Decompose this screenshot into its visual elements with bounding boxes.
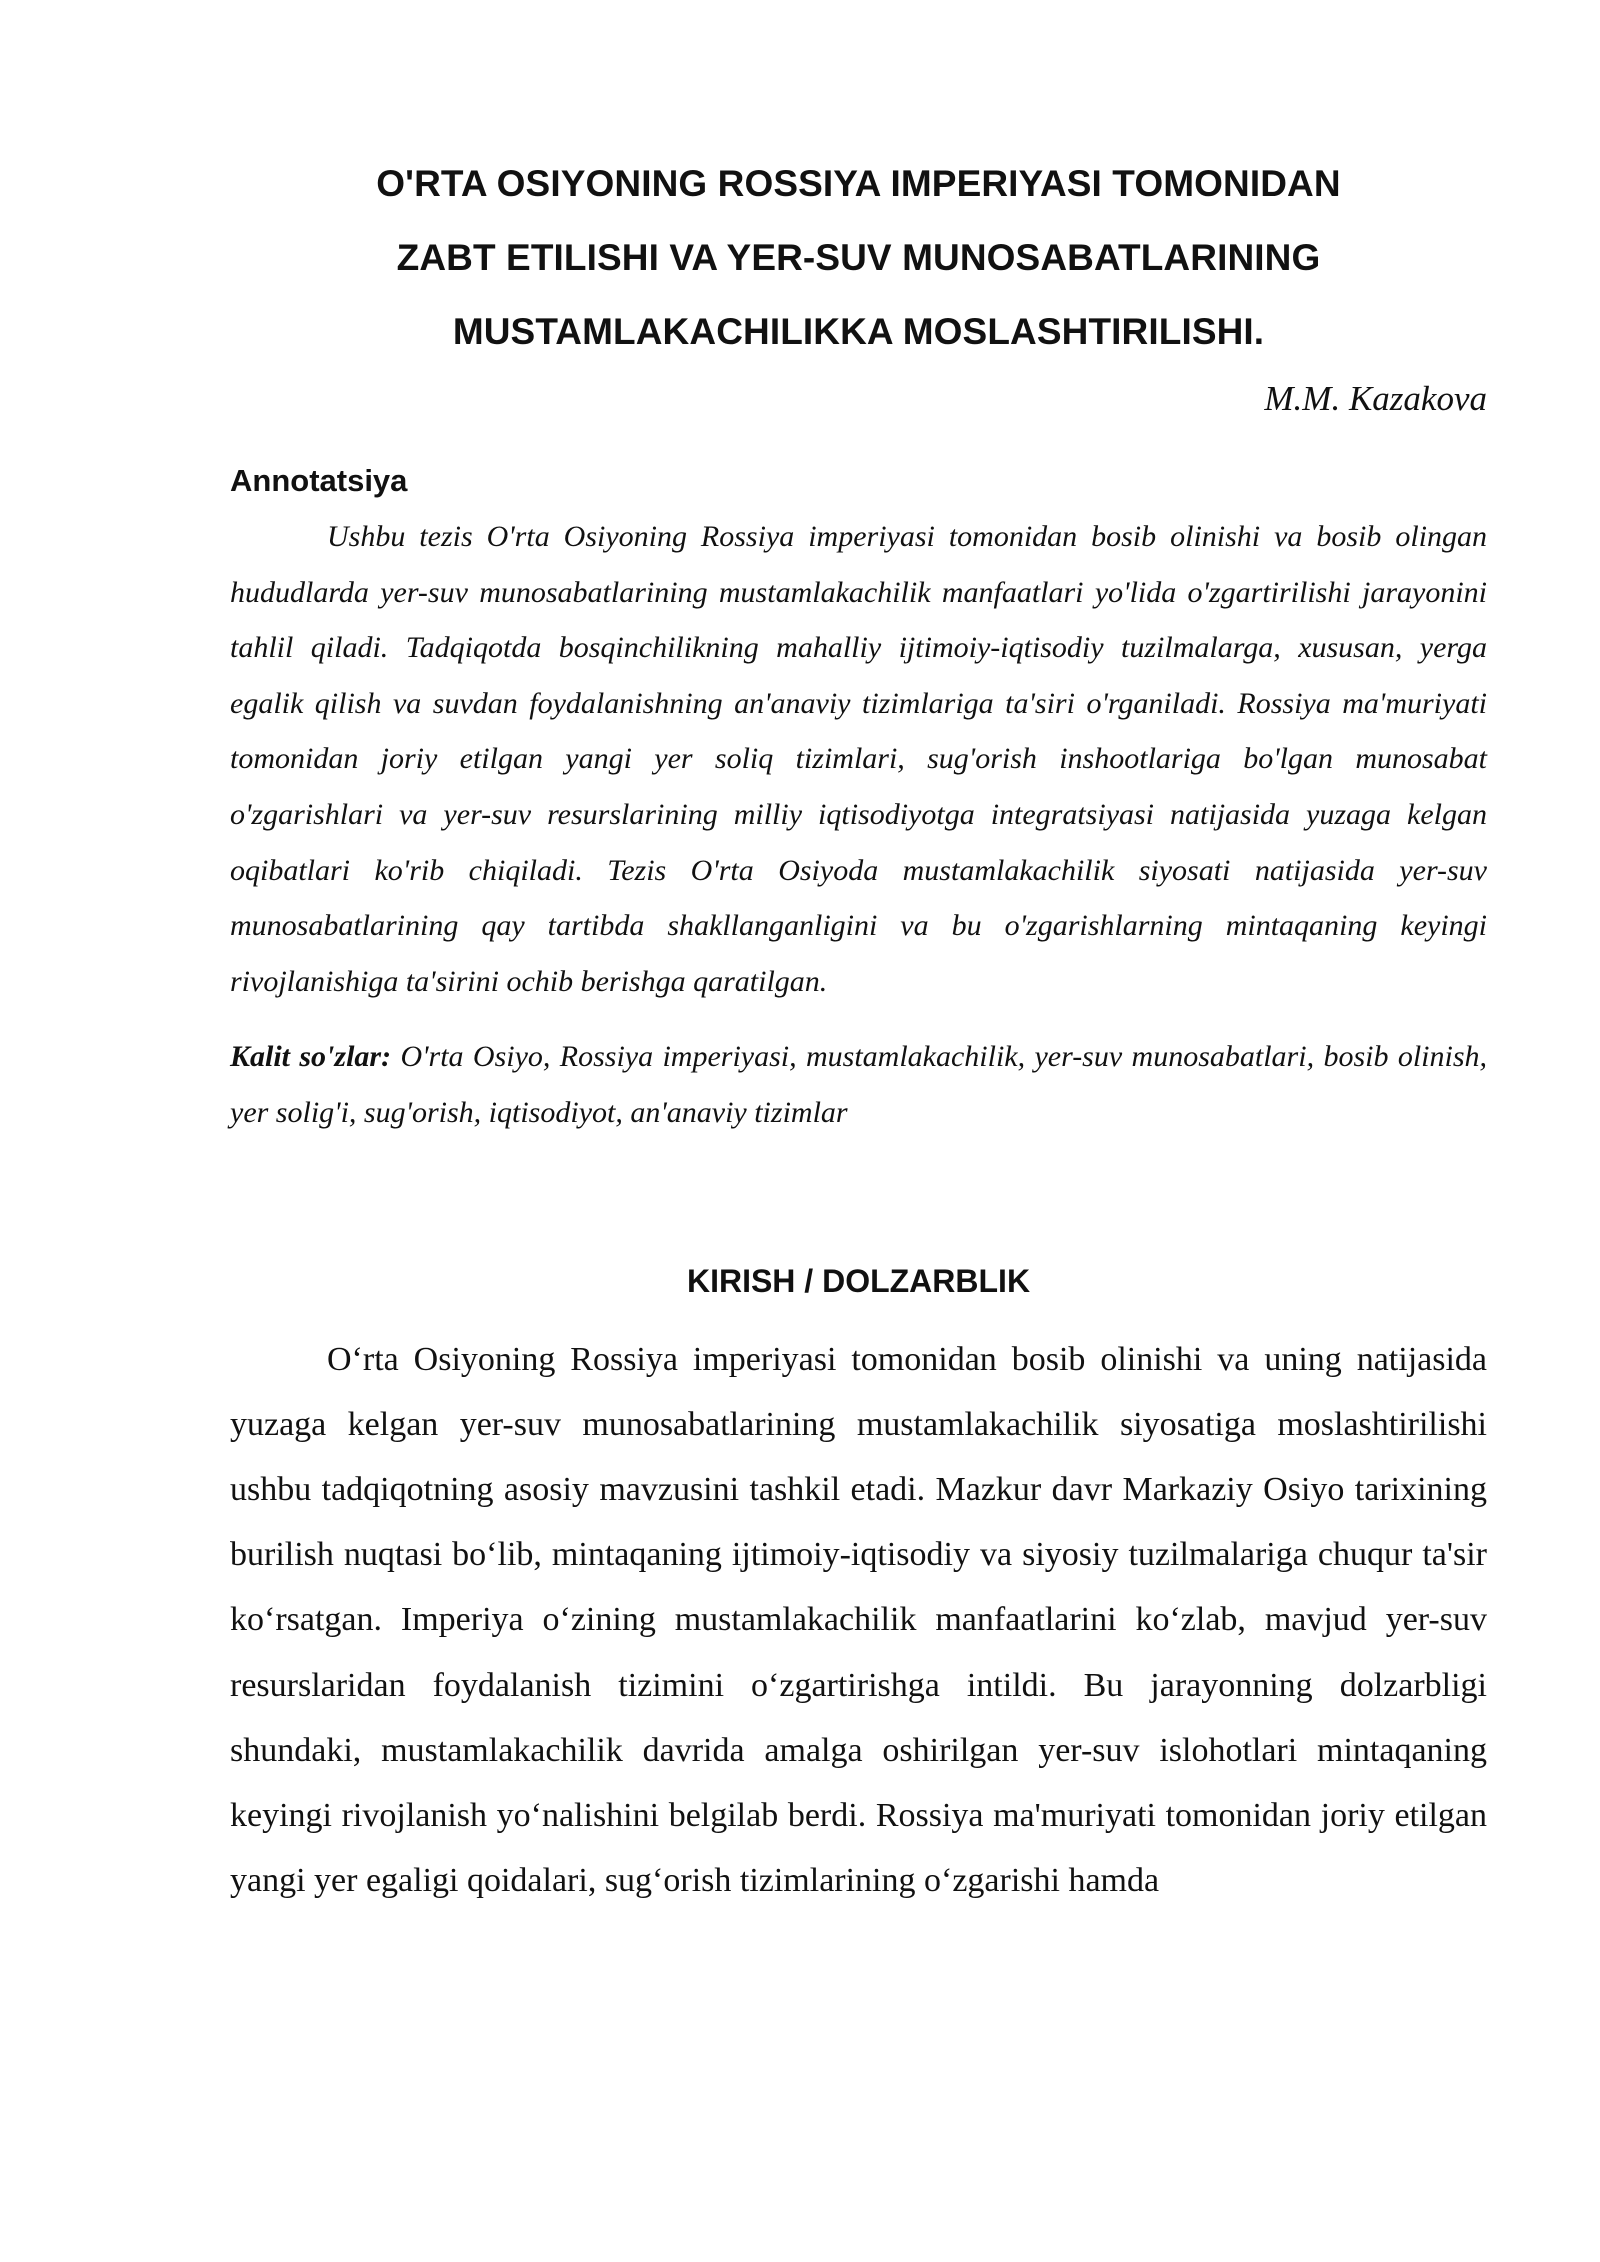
abstract-heading: Annotatsiya (230, 463, 408, 498)
title-line: ZABT ETILISHI VA YER-SUV MUNOSABATLARINING (396, 237, 1321, 278)
paper-title (230, 147, 1487, 369)
keywords-label: Kalit so'zlar: (230, 1040, 392, 1074)
author-name: M.M. Kazakova (1264, 379, 1487, 418)
introduction-text: O‘rta Osiyoning Rossiya imperiyasi tomonidan bosib olinishi va uning natijasida yuzaga kelgan yer-suv munosabatlarining mustamlakachilik siyosatiga moslashtirilishi ushbu tadqiqotning asosiy mavzusini tashkil etadi. Mazkur davr Markaziy Osiyo tarixining burilish nuqtasi bo‘lib, mintaqaning ijtimoiy-iqtisodiy va siyosiy tuzilmalariga chuqur ta'sir ko‘rsatgan. Imperiya o‘zining mustamlakachilik manfaatlarini ko‘zlab, mavjud yer-suv resurslaridan foydalanish tizimini o‘zgartirishga intildi. Bu jarayonning dolzarbligi shundaki, mustamlakachilik davrida amalga oshirilgan yer-suv islohotlari mintaqaning keyingi rivojlanish yo‘nalishini belgilab berdi. Rossiya ma'muriyati tomonidan joriy etilgan yangi yer egaligi qoidalari, sug‘orish tizimlarining o‘zgarishi hamda (230, 1340, 1487, 1900)
title-line: MUSTAMLAKACHILIKKA MOSLASHTIRILISHI. (452, 311, 1265, 352)
introduction-heading: KIRISH / DOLZARBLIK (686, 1262, 1031, 1299)
page-content (230, 147, 1487, 1913)
keywords (230, 1029, 1487, 1140)
keywords-text: O'rta Osiyo, Rossiya imperiyasi, mustamlakachilik, yer-suv munosabatlari, bosib olinish, yer solig'i, sug'orish, iqtisodiyot, an'anaviy tizimlar (230, 1040, 1488, 1129)
title-line: O'RTA OSIYONING ROSSIYA IMPERIYASI TOMONIDAN (376, 163, 1341, 204)
abstract-text: Ushbu tezis O'rta Osiyoning Rossiya imperiyasi tomonidan bosib olinishi va bosib olingan hududlarda yer-suv munosabatlarining mustamlakachilik manfaatlari yo'lida o'zgartirilishi jarayonini tahlil qiladi. Tadqiqotda bosqinchilikning mahalliy ijtimoiy-iqtisodiy tuzilmalarga, xususan, yerga egalik qilish va suvdan foydalanishning an'anaviy tizimlariga ta'siri o'rganiladi. Rossiya ma'muriyati tomonidan joriy etilgan yangi yer soliq tizimlari, sug'orish inshootlariga bo'lgan munosabat o'zgarishlari va yer-suv resurslarining milliy iqtisodiyotga integratsiyasi natijasida yuzaga kelgan oqibatlari ko'rib chiqiladi. Tezis O'rta Osiyoda mustamlakachilik siyosati natijasida yer-suv munosabatlarining qay tartibda shakllanganligini va bu o'zgarishlarning mintaqaning keyingi rivojlanishiga ta'sirini ochib berishga qaratilgan. (230, 520, 1487, 998)
